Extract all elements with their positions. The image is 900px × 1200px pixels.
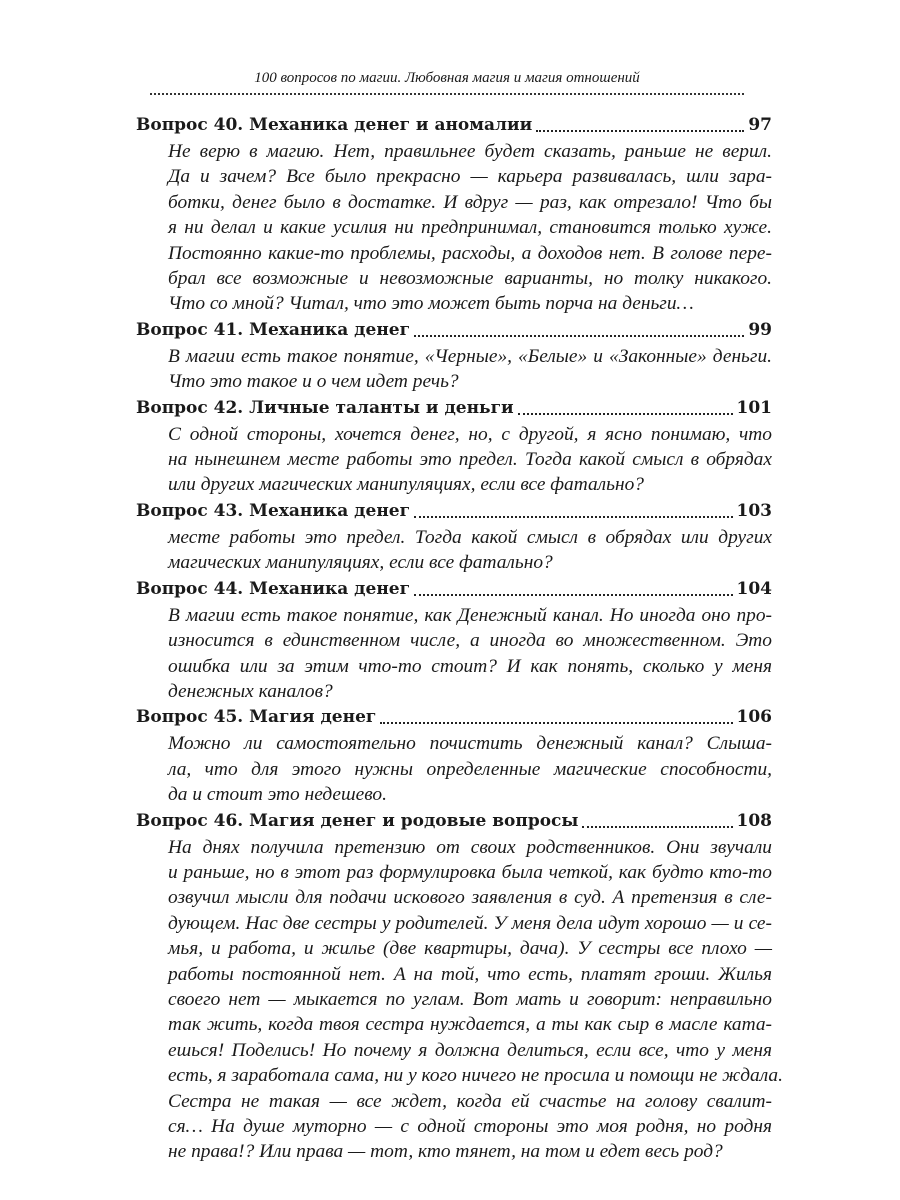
description-line: В магии есть такое понятие, «Черные», «Белые» и «Законные» деньги. [168, 345, 772, 367]
toc-entry-heading [136, 112, 772, 139]
dot-leader [536, 130, 744, 132]
toc-entry-page-number: 103 [736, 500, 772, 521]
description-line: денежных каналов? [168, 680, 333, 702]
toc-entry-page-number: 101 [736, 397, 772, 418]
description-line: Не верю в магию. Нет, правильнее будет сказать, раньше не верил. [168, 141, 772, 162]
description-line: есть, я заработала сама, ни у кого ничего не просила и помощи не ждала. [168, 1065, 783, 1087]
description-line: не права!? Или права — тот, кто тянет, на том и едет весь род? [168, 1141, 723, 1163]
toc-entry-title: Вопрос 42. Личные таланты и деньги [136, 397, 514, 418]
description-line: так жить, когда твоя сестра нуждается, а ты как сыр в масле ката- [168, 1014, 772, 1036]
toc-entry [136, 808, 783, 1165]
description-line: Можно ли самостоятельно почистить денежный канал? Слыша- [168, 733, 772, 755]
description-line: месте работы это предел. Тогда какой смысл в обрядах или других [168, 526, 772, 548]
toc-entry-description [168, 525, 772, 576]
toc-entry-title: Вопрос 41. Механика денег [136, 319, 411, 340]
description-line: мья, и работа, и жилье (две квартиры, дача). У сестры все плохо — [168, 938, 772, 960]
dot-leader [414, 516, 732, 518]
table-of-contents [136, 112, 783, 1165]
description-line: износится в единственном числе, а иногда во множественном. Это [168, 630, 772, 652]
toc-entry-description [168, 835, 783, 1165]
description-line: и раньше, но в этот раз формулировка была четкой, как будто кто-то [168, 861, 772, 883]
running-header: 100 вопросов по магии. Любовная магия и магия отношений [254, 70, 640, 86]
toc-entry-description [168, 139, 772, 317]
dot-leader [414, 594, 732, 596]
toc-entry-title: Вопрос 43. Механика денег [136, 500, 411, 521]
toc-entry-description [168, 731, 772, 807]
description-line: ешься! Поделись! Но почему я должна делиться, если все, что у меня [168, 1039, 772, 1061]
toc-entry-description [168, 603, 772, 705]
toc-entry-heading [136, 498, 772, 525]
dot-leader [414, 335, 744, 337]
toc-entry-title: Вопрос 46. Магия денег и родовые вопросы [136, 810, 579, 831]
description-line: Что это такое и о чем идет речь? [168, 371, 459, 393]
description-line: да и стоит это недешево. [168, 784, 387, 806]
description-line: В магии есть такое понятие, как Денежный канал. Но иногда оно про- [168, 604, 772, 626]
toc-entry-heading [136, 576, 772, 603]
toc-entry-heading [136, 395, 772, 422]
toc-entry-heading [136, 317, 772, 344]
toc-entry-page-number: 97 [748, 115, 772, 135]
toc-entry-title: Вопрос 44. Механика денег [136, 578, 411, 599]
toc-entry [136, 317, 772, 395]
dot-leader [380, 722, 732, 724]
toc-entry-description [168, 344, 772, 395]
description-line: ся… На душе муторно — с одной стороны это моя родня, но родня [168, 1116, 772, 1137]
description-line: брал все возможные и невозможные варианты, но толку никакого. [168, 268, 772, 290]
description-line: на нынешнем месте работы это предел. Тогда какой смысл в обрядах [168, 449, 772, 471]
toc-entry-heading [136, 808, 772, 835]
description-line: или других магических манипуляциях, если все фатально? [168, 474, 644, 496]
toc-entry-page-number: 104 [736, 578, 772, 599]
description-line: Сестра не такая — все ждет, когда ей счастье на голову свалит- [168, 1090, 772, 1112]
description-line: Что со мной? Читал, что это может быть порча на деньги… [168, 293, 694, 315]
toc-entry [136, 576, 772, 705]
toc-entry-title: Вопрос 40. Механика денег и аномалии [136, 115, 533, 135]
description-line: дующем. Нас две сестры у родителей. У меня дела идут хорошо — и се- [168, 912, 772, 934]
header-divider [150, 93, 744, 95]
description-line: озвучил мысли для подачи искового заявления в суд. А претензия в сле- [168, 887, 772, 909]
toc-entry-heading [136, 704, 772, 731]
description-line: ботки, денег было в достатке. И вдруг — раз, как отрезало! Что бы [168, 191, 772, 213]
description-line: магических манипуляциях, если все фатально? [168, 552, 553, 574]
description-line: На днях получила претензию от своих родственников. Они звучали [168, 836, 772, 858]
description-line: С одной стороны, хочется денег, но, с другой, я ясно понимаю, что [168, 423, 772, 445]
toc-entry [136, 112, 772, 317]
description-line: работы постоянной нет. А на той, что есть, платят гроши. Жилья [168, 963, 772, 985]
toc-entry-page-number: 99 [748, 319, 772, 340]
toc-entry [136, 704, 772, 807]
toc-entry-description [168, 422, 772, 498]
description-line: Постоянно какие-то проблемы, расходы, а доходов нет. В голове пере- [168, 242, 772, 264]
toc-entry-title: Вопрос 45. Магия денег [136, 707, 377, 728]
toc-entry-page-number: 108 [736, 810, 772, 831]
description-line: ошибка или за этим что-то стоит? И как понять, сколько у меня [168, 655, 772, 677]
toc-entry-page-number: 106 [736, 707, 772, 728]
toc-entry [136, 395, 772, 498]
dot-leader [518, 413, 733, 415]
description-line: я ни делал и какие усилия ни предпринимал, становится только хуже. [168, 217, 772, 239]
dot-leader [582, 826, 732, 828]
toc-entry [136, 498, 772, 576]
description-line: ла, что для этого нужны определенные магические способности, [168, 758, 772, 780]
description-line: Да и зачем? Все было прекрасно — карьера развивалась, шли зара- [168, 166, 772, 188]
description-line: своего нет — мыкается по углам. Вот мать и говорит: неправильно [168, 988, 772, 1010]
